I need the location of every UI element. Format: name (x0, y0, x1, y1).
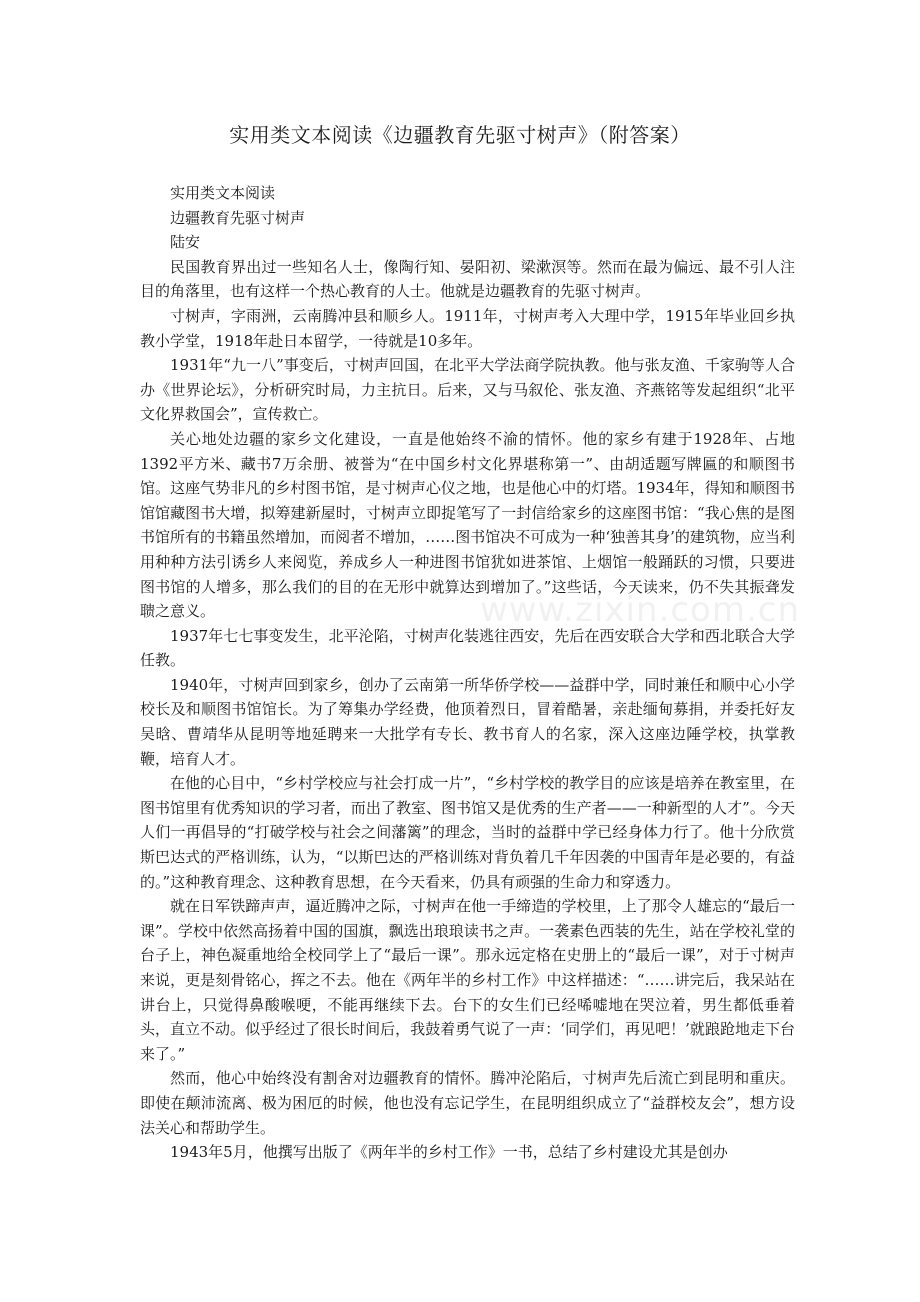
paragraph: 然而，他心中始终没有割舍对边疆教育的情怀。腾冲沦陷后，寸树声先后流亡到昆明和重庆。即使在颠沛流离、极为困厄的时候，他也没有忘记学生，在昆明组织成立了“益群校友会”，想方设法关心和帮助学生。 (140, 1069, 795, 1137)
paragraph: 边疆教育先驱寸树声 (170, 208, 306, 227)
paragraph: 民国教育界出过一些知名人士，像陶行知、晏阳初、梁漱溟等。然而在最为偏远、最不引人注目的角落里，也有这样一个热心教育的人士。他就是边疆教育的先驱寸树声。 (140, 257, 795, 301)
watermark: www.zixin.com.cn (480, 590, 800, 630)
paragraph: 1931年“九一八”事变后，寸树声回国，在北平大学法商学院执教。他与张友渔、千家驹等人合办《世界论坛》，分析研究时局，力主抗日。后来，又与马叙伦、张友渔、齐燕铭等发起组织“北平文化界救国会”，宣传救亡。 (140, 356, 795, 424)
article-body (140, 181, 795, 1165)
paragraph: 在他的心目中，“乡村学校应与社会打成一片”，“乡村学校的教学目的应该是培养在教室里，在图书馆里有优秀知识的学习者，而出了教室、图书馆又是优秀的生产者——一种新型的人才”。今天人们一再倡导的“打破学校与社会之间藩篱”的理念，当时的益群中学已经身体力行了。他十分欣赏斯巴达式的严格训练，认为，“以斯巴达的严格训练对背负着几千年因袭的中国青年是必要的，有益的。”这种教育理念、这种教育思想，在今天看来，仍具有顽强的生命力和穿透力。 (140, 774, 795, 891)
paragraph: 就在日军铁蹄声声，逼近腾冲之际，寸树声在他一手缔造的学校里，上了那令人雄忘的“最后一课”。学校中依然高扬着中国的国旗，飘选出琅琅读书之声。一袭素色西装的先生，站在学校礼堂的台子上，神色凝重地给全校同学上了“最后一课”。那永远定格在史册上的“最后一课”，对于寸树声来说，更是刻骨铭心，挥之不去。他在《两年半的乡村工作》中这样描述：“……讲完后，我呆站在讲台上，只觉得鼻酸喉哽，不能再继续下去。台下的女生们已经唏嘘地在哭泣着，男生都低垂着头，直立不动。似乎经过了很长时间后，我鼓着勇气说了一声：‘同学们，再见吧！’就踉跄地走下台来了。” (140, 897, 795, 1063)
paragraph: 1937年七七事变发生，北平沦陷，寸树声化装逃往西安，先后在西安联合大学和西北联合大学任教。 (140, 626, 795, 670)
paragraph: 1943年5月，他撰写出版了《两年半的乡村工作》一书，总结了乡村建设尤其是创办 (170, 1143, 728, 1162)
paragraph: 寸树声，字雨洲，云南腾冲县和顺乡人。1911年，寸树声考入大理中学，1915年毕业回乡执教小学堂，1918年赴日本留学，一待就是10多年。 (140, 306, 795, 350)
document-title: 实用类文本阅读《边疆教育先驱寸树声》（附答案） (229, 123, 691, 147)
paragraph: 陆安 (170, 233, 201, 252)
paragraph: 实用类文本阅读 (170, 184, 276, 202)
paragraph: 1940年，寸树声回到家乡，创办了云南第一所华侨学校——益群中学，同时兼任和顺中心小学校长及和顺图书馆馆长。为了筹集办学经费，他顶着烈日，冒着酷暑，亲赴缅甸募捐，并委托好友吴晗、曹靖华从昆明等地延聘来一大批学有专长、教书育人的名家，深入这座边陲学校，执掌教鞭，培育人才。 (140, 675, 795, 768)
paragraph: 关心地处边疆的家乡文化建设，一直是他始终不渝的情怀。他的家乡有建于1928年、占地1392平方米、藏书7万余册、被誉为“在中国乡村文化界堪称第一”、由胡适题写牌匾的和顺图书馆。这座气势非凡的乡村图书馆，是寸树声心仪之地，也是他心中的灯塔。1934年，得知和顺图书馆馆藏图书大增，拟筹建新屋时，寸树声立即捉笔写了一封信给家乡的这座图书馆：“我心焦的是图书馆所有的书籍虽然增加，而阅者不增加，……图书馆决不可成为一种‘独善其身’的建筑物，应当利用种种方法引诱乡人来阅览，养成乡人一种进图书馆犹如进茶馆、上烟馆一般踊跃的习惯，只要进图书馆的人增多，那么我们的目的在无形中就算达到增加了。”这些话，今天读来，仍不失其振聋发聩之意义。 (140, 429, 795, 621)
